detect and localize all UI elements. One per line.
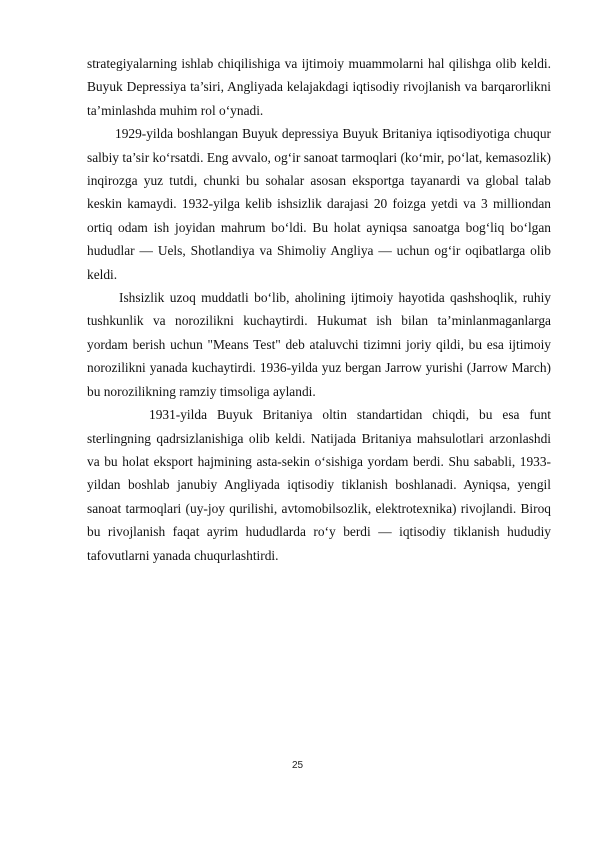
page-number: 25 <box>291 760 304 771</box>
paragraph-4: 1931-yilda Buyuk Britaniya oltin standartidan chiqdi, bu esa funt sterlingning qadrsizlanishiga olib keldi. Natijada Britaniya mahsulotlari arzonlashdi va bu holat eksport hajmining asta-sekin o‘sishiga yordam berdi. Shu sababli, 1933-yildan boshlab janubiy Angliyada iqtisodiy tiklanish boshlanadi. Ayniqsa, yengil sanoat tarmoqlari (uy-joy qurilishi, avtomobilsozlik, elektrotexnika) rivojlandi. Biroq bu rivojlanish faqat ayrim hududlarda ro‘y berdi — iqtisodiy tiklanish hududiy tafovutlarni yanada chuqurlashtirdi. <box>87 407 551 563</box>
paragraph-2: 1929-yilda boshlangan Buyuk depressiya Buyuk Britaniya iqtisodiyotiga chuqur salbiy ta’sir ko‘rsatdi. Eng avvalo, og‘ir sanoat tarmoqlari (ko‘mir, po‘lat, kemasozlik) inqirozga yuz tutdi, chunki bu sohalar asosan eksportga tayanardi va global talab keskin kamaydi. 1932-yilga kelib ishsizlik darajasi 20 foizga yetdi va 3 milliondan ortiq odam ish joyidan mahrum bo‘ldi. Bu holat ayniqsa sanoatga bog‘liq bo‘lgan hududlar — Uels, Shotlandiya va Shimoliy Angliya — uchun og‘ir oqibatlarga olib keldi. <box>87 126 551 282</box>
paragraph-1: strategiyalarning ishlab chiqilishiga va ijtimoiy muammolarni hal qilishga olib keldi. Buyuk Depressiya ta’siri, Angliyada kelajakdagi iqtisodiy rivojlanish va barqarorlikni ta’minlashda muhim rol o‘ynadi. <box>87 56 551 118</box>
paragraph-3: Ishsizlik uzoq muddatli bo‘lib, aholining ijtimoiy hayotida qashshoqlik, ruhiy tushkunlik va norozilikni kuchaytirdi. Hukumat ish bilan ta’minlanmaganlarga yordam berish uchun "Means Test" deb ataluvchi tizimni joriy qildi, bu esa ijtimoiy norozilikni yanada kuchaytirdi. 1936-yilda yuz bergan Jarrow yurishi (Jarrow March) bu norozilikning ramziy timsoliga aylandi. <box>87 290 551 399</box>
page-body <box>87 52 551 567</box>
